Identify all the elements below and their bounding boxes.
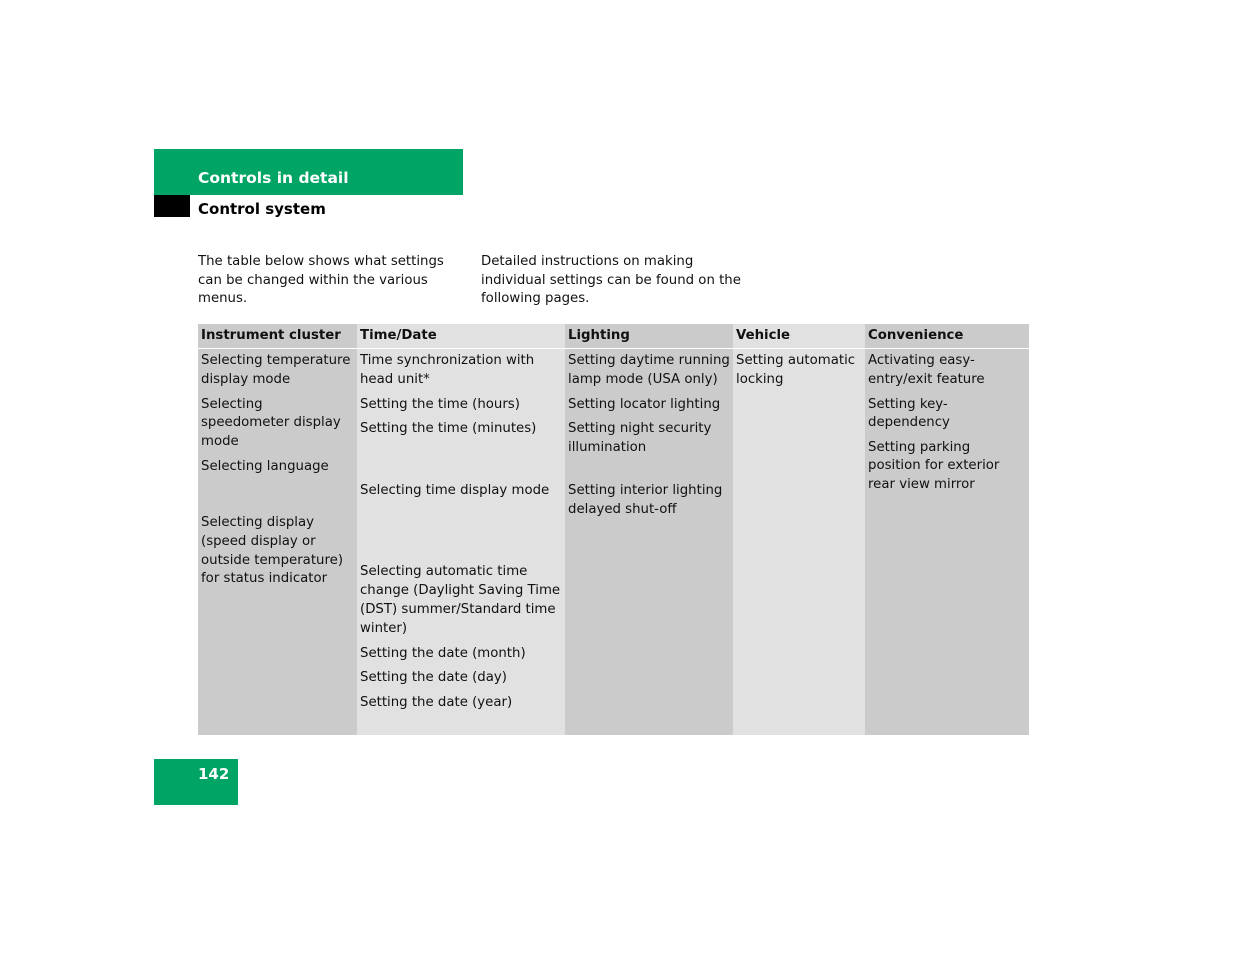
column-header-vehicle: Vehicle: [733, 324, 865, 349]
list-item: Selecting automatic time change (Daylight Saving Time (DST) summer/Standard time winter): [360, 564, 561, 636]
list-item: Setting automatic locking: [736, 353, 856, 387]
list-item: Selecting time display mode: [360, 483, 550, 499]
list-item: Time synchronization with head unit*: [360, 353, 535, 387]
table-body-row: [198, 349, 1029, 736]
list-item: Setting interior lighting delayed shut-off: [568, 483, 723, 518]
list-item: Setting the time (minutes): [360, 421, 537, 437]
column-header-instrument-cluster: Instrument cluster: [198, 324, 357, 349]
section-title: Controls in detail: [198, 169, 349, 187]
list-item: Setting daytime running lamp mode (USA only): [568, 353, 730, 387]
list-item: Selecting speedometer display mode: [201, 396, 341, 450]
column-lighting: [565, 349, 733, 736]
settings-table: [198, 324, 1029, 735]
page-number: 142: [198, 765, 230, 783]
column-header-time-date: Time/Date: [357, 324, 565, 349]
intro-text-left: The table below shows what settings can be changed within the various menus.: [198, 254, 444, 307]
column-time-date: [357, 349, 565, 736]
list-item: Setting parking position for exterior rear view mirror: [868, 439, 1000, 493]
column-convenience: [865, 349, 1029, 736]
subsection-title: Control system: [198, 200, 326, 218]
list-item: Setting locator lighting: [568, 396, 721, 412]
list-item: Setting key-dependency: [868, 396, 950, 431]
section-marker: [154, 195, 190, 217]
column-vehicle: [733, 349, 865, 736]
list-item: Setting the time (hours): [360, 396, 520, 412]
list-item: Setting the date (month): [360, 645, 526, 661]
table-header-row: [198, 324, 1029, 349]
list-item: Setting night security illumination: [568, 421, 712, 456]
column-instrument-cluster: [198, 349, 357, 736]
list-item: Setting the date (year): [360, 695, 513, 711]
list-item: Activating easy-entry/exit feature: [868, 353, 985, 387]
list-item: Selecting language: [201, 458, 329, 474]
intro-text-right: Detailed instructions on making individual settings can be found on the following pages.: [481, 254, 741, 307]
list-item: Setting the date (day): [360, 670, 507, 686]
list-item: Selecting display (speed display or outside temperature) for status indicator: [201, 514, 344, 587]
column-header-convenience: Convenience: [865, 324, 1029, 349]
column-header-lighting: Lighting: [565, 324, 733, 349]
list-item: Selecting temperature display mode: [201, 353, 351, 387]
